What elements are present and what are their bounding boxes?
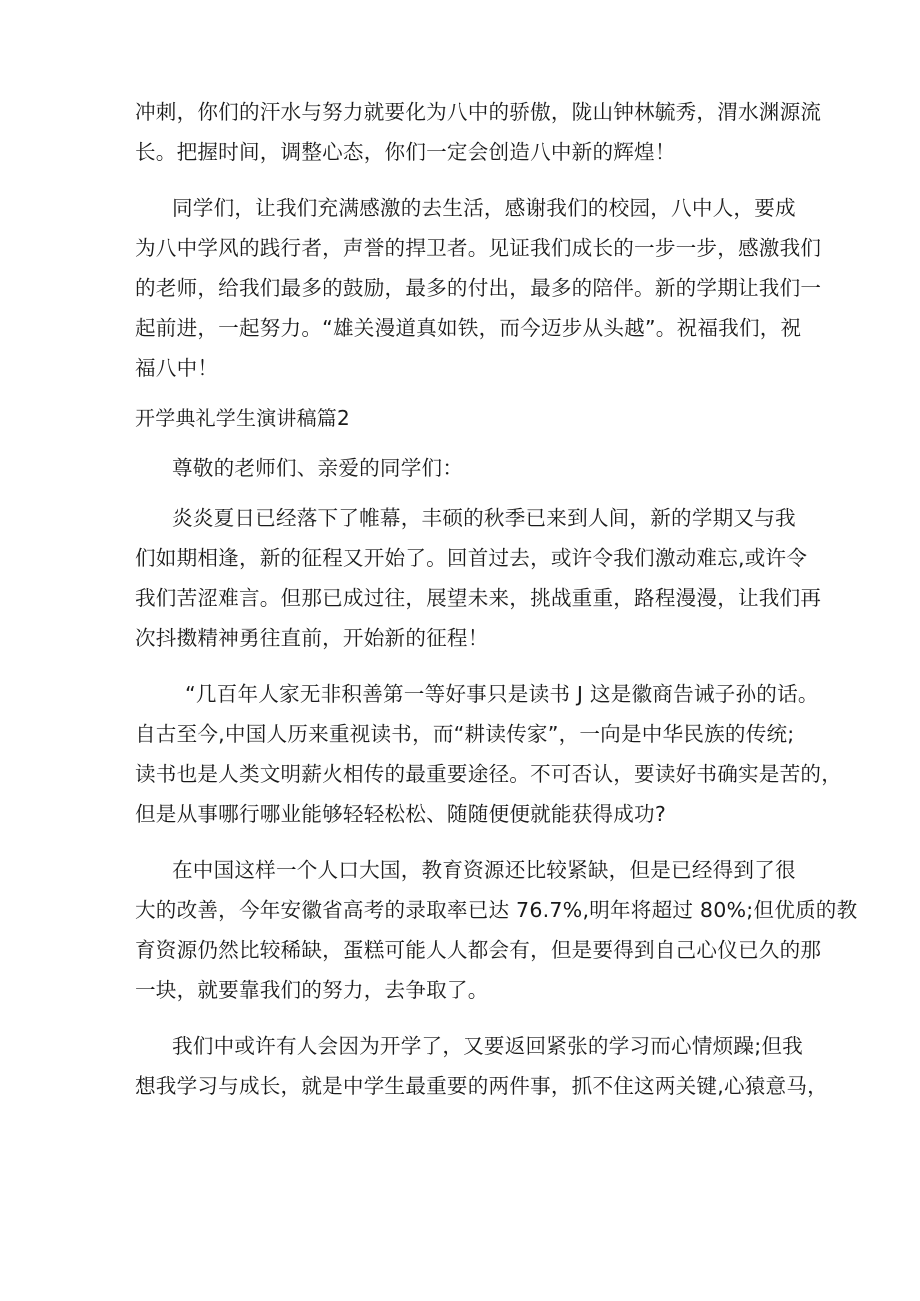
- paragraph: [135, 850, 858, 1010]
- text-line: 同学们，让我们充满感激的去生活，感谢我们的校园，八中人，要成: [172, 196, 796, 220]
- text-line: 为八中学风的践行者，声誉的捍卫者。见证我们成长的一步一步，感激我们: [135, 236, 822, 260]
- text-line: 一块，就要靠我们的努力，去争取了。: [135, 978, 489, 1002]
- text-line: 大的改善，今年安徽省高考的录取率已达 76.7%,明年将超过 80%;但优质的教: [135, 898, 858, 922]
- text-line: 炎炎夏日已经落下了帷幕，丰硕的秋季已来到人间，新的学期又与我: [172, 506, 796, 530]
- paragraph-continuation: [135, 92, 822, 172]
- document-body: [135, 92, 858, 1106]
- text-line: 起前进，一起努力。“雄关漫道真如铁，而今迈步从头越”。祝福我们，祝: [135, 316, 802, 340]
- text-line: 读书也是人类文明薪火相传的最重要途径。不可否认，要读好书确实是苦的，: [135, 762, 842, 786]
- text-line: 我们苦涩难言。但那已成过往，展望未来，挑战重重，路程漫漫，让我们再: [135, 586, 822, 610]
- text-line: 次抖擞精神勇往直前，开始新的征程！: [135, 626, 489, 650]
- text-line: 但是从事哪行哪业能够轻轻松松、随随便便就能获得成功?: [135, 802, 666, 826]
- text-line: 福八中！: [135, 356, 219, 380]
- text-line: 自古至今,中国人历来重视读书，而“耕读传家”，一向是中华民族的传统;: [135, 722, 795, 746]
- salutation: [135, 448, 795, 488]
- section-heading: 开学典礼学生演讲稿篇2: [135, 406, 350, 430]
- text-line: “几百年人家无非积善第一等好事只是读书 J 这是徽商告诫子孙的话。: [185, 682, 819, 706]
- text-line: 我们中或许有人会因为开学了，又要返回紧张的学习而心情烦躁;但我: [172, 1034, 803, 1058]
- text-line: 想我学习与成长，就是中学生最重要的两件事，抓不住这两关键,心猿意马，: [135, 1074, 828, 1098]
- paragraph: [135, 498, 822, 658]
- text-line: 的老师，给我们最多的鼓励，最多的付出，最多的陪伴。新的学期让我们一: [135, 276, 822, 300]
- text-line: 冲刺，你们的汗水与努力就要化为八中的骄傲，陇山钟林毓秀，渭水渊源流: [135, 100, 822, 124]
- text-line: 们如期相逢，新的征程又开始了。回首过去，或许令我们激动难忘,或许令: [135, 546, 808, 570]
- text-line: 育资源仍然比较稀缺，蛋糕可能人人都会有，但是要得到自己心仪已久的那: [135, 938, 822, 962]
- text-line: 尊敬的老师们、亲爱的同学们：: [172, 456, 464, 480]
- paragraph: [135, 188, 822, 388]
- text-line: 长。把握时间，调整心态，你们一定会创造八中新的辉煌！: [135, 140, 676, 164]
- text-line: 在中国这样一个人口大国，教育资源还比较紧缺，但是已经得到了很: [172, 858, 796, 882]
- paragraph: [135, 674, 842, 834]
- paragraph: [135, 1026, 828, 1106]
